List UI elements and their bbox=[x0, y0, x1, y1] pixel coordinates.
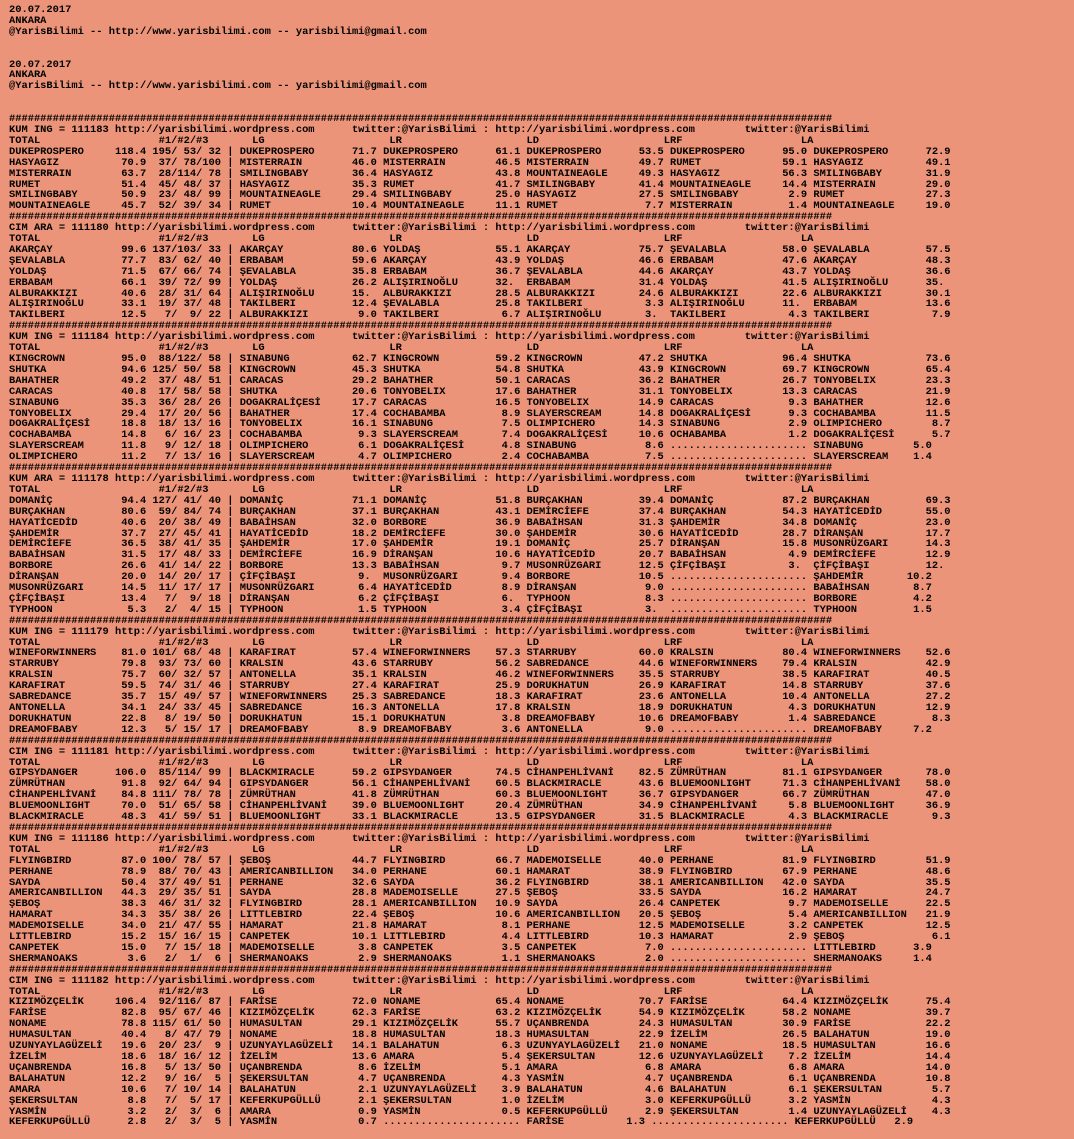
text-line: #################################################################################################################################### bbox=[9, 320, 833, 333]
text-line: KIZIMÖZÇELİK 106.4 92/116/ 87 | FARİSE 72.0 NONAME 65.4 NONAME 70.7 FARİSE 64.4 KIZIMÖZÇELİK 75.4 bbox=[9, 996, 951, 1009]
text-line: TOTAL #1/#2/#3 LG LR LD LRF LA bbox=[9, 342, 814, 355]
text-line: SINABUNG 35.3 36/ 28/ 26 | DOGAKRALİÇESİ 17.7 CARACAS 16.5 TONYOBELIX 14.9 CARACAS 9.3 BAHATHER 12.6 bbox=[9, 396, 951, 409]
text-line bbox=[9, 92, 1074, 103]
text-line: HASYAGIZ 70.9 37/ 78/100 | MISTERRAIN 46.0 MISTERRAIN 46.5 MISTERRAIN 49.7 RUMET 59.1 HASYAGIZ 49.1 bbox=[9, 156, 951, 169]
text-line: ÇİFÇİBAŞI 13.4 7/ 9/ 18 | DİRANŞAN 6.2 ÇİFÇİBAŞI 6. TYPHOON 8.3 ...................... BORBORE 4.2 bbox=[9, 592, 932, 605]
text-line: HAMARAT 34.3 35/ 38/ 26 | LITTLEBIRD 22.4 ŞEBOŞ 10.6 AMERICANBILLION 20.5 ŞEBOŞ 5.4 AMERICANBILLION 21.9 bbox=[9, 909, 951, 922]
text-line: WINEFORWINNERS 81.0 101/ 68/ 48 | KARAFIRAT 57.4 WINEFORWINNERS 57.3 STARRUBY 60.0 KRALSIN 80.4 WINEFORWINNERS 52.6 bbox=[9, 647, 951, 660]
text-line: TOTAL #1/#2/#3 LG LR LD LRF LA bbox=[9, 483, 814, 496]
text-line: TOTAL #1/#2/#3 LG LR LD LRF LA bbox=[9, 843, 814, 856]
text-line: DOGAKRALİÇESİ 18.8 18/ 13/ 16 | TONYOBELIX 16.1 SINABUNG 7.5 OLIMPICHERO 14.3 SINABUNG 2.9 OLIMPICHERO 8.7 bbox=[9, 418, 951, 431]
text-line: CIM ING = 111181 http://yarisbilimi.wordpress.com twitter:@YarisBilimi : http://yarisbilimi.wordpress.com twitter:@YarisBilimi bbox=[9, 745, 870, 758]
text-line: MISTERRAIN 63.7 28/114/ 78 | SMILINGBABY 36.4 HASYAGIZ 43.8 MOUNTAINEAGLE 49.3 HASYAGIZ 56.3 SMILINGBABY 31.9 bbox=[9, 167, 951, 180]
text-line: 20.07.2017 bbox=[9, 4, 72, 16]
text-line: NONAME 78.8 115/ 61/ 50 | HUMASULTAN 29.1 KIZIMÖZÇELİK 55.7 UÇANBRENDA 24.3 HUMASULTAN 30.9 FARİSE 22.2 bbox=[9, 1018, 951, 1031]
text-line: BABAİHSAN 31.5 17/ 48/ 33 | DEMİRCİEFE 16.9 DİRANŞAN 10.6 HAYATİCEDİD 20.7 BABAİHSAN 4.9 DEMİRCİEFE 12.9 bbox=[9, 549, 951, 562]
text-line: DREAMOFBABY 12.3 5/ 15/ 17 | DREAMOFBABY 8.9 DREAMOFBABY 3.6 ANTONELLA 9.0 ...................... DREAMOFBABY 7.2 bbox=[9, 723, 932, 736]
text-line: KUM ARA = 111178 http://yarisbilimi.wordpress.com twitter:@YarisBilimi : http://yarisbilimi.wordpress.com twitter:@YarisBilimi bbox=[9, 472, 870, 485]
text-line: OLIMPICHERO 11.2 7/ 13/ 16 | SLAYERSCREAM 4.7 OLIMPICHERO 2.4 COCHABAMBA 7.5 ...................... SLAYERSCREAM 1.4 bbox=[9, 451, 932, 464]
text-line: ŞAHDEMİR 37.7 27/ 45/ 41 | HAYATİCEDİD 18.2 DEMİRCİEFE 30.0 ŞAHDEMİR 30.6 HAYATİCEDİD 28.7 DİRANŞAN 17.7 bbox=[9, 527, 951, 540]
text-line: TOTAL #1/#2/#3 LG LR LD LRF LA bbox=[9, 756, 814, 769]
text-line: 20.07.2017 bbox=[9, 58, 72, 71]
text-line: #################################################################################################################################### bbox=[9, 113, 833, 126]
text-line: DUKEPROSPERO 118.4 195/ 53/ 32 | DUKEPROSPERO 71.7 DUKEPROSPERO 61.1 DUKEPROSPERO 53.5 DUKEPROSPERO 95.0 DUKEPROSPERO 72.9 bbox=[9, 145, 951, 158]
text-line: DORUKHATUN 22.8 8/ 19/ 50 | DORUKHATUN 15.1 DORUKHATUN 3.8 DREAMOFBABY 10.6 DREAMOFBABY 1.4 SABREDANCE 8.3 bbox=[9, 712, 951, 725]
text-line: RUMET 51.4 45/ 48/ 37 | HASYAGIZ 35.3 RUMET 41.7 SMILINGBABY 41.4 MOUNTAINEAGLE 14.4 MISTERRAIN 29.0 bbox=[9, 178, 951, 191]
text-line: DEMİRCİEFE 36.5 38/ 41/ 35 | ŞAHDEMİR 17.0 ŞAHDEMİR 19.1 DOMANİÇ 25.7 DİRANŞAN 15.8 MUSONRÜZGARI 14.3 bbox=[9, 538, 951, 551]
text-line: @YarisBilimi -- http://www.yarisbilimi.com -- yarisbilimi@gmail.com bbox=[9, 25, 427, 38]
text-line: ANKARA bbox=[9, 69, 47, 82]
text-line: TOTAL #1/#2/#3 LG LR LD LRF LA bbox=[9, 134, 814, 147]
text-line: CIM ING = 111182 http://yarisbilimi.wordpress.com twitter:@YarisBilimi : http://yarisbilimi.wordpress.com twitter:@YarisBilimi bbox=[9, 974, 870, 987]
text-line: ERBABAM 66.1 39/ 72/ 99 | YOLDAŞ 26.2 ALIŞIRINOĞLU 32. ERBABAM 31.4 YOLDAŞ 41.5 ALIŞIRINOĞLU 35. bbox=[9, 276, 945, 289]
text-line: BAHATHER 49.2 37/ 48/ 51 | CARACAS 29.2 BAHATHER 50.1 CARACAS 36.2 BAHATHER 26.7 TONYOBELIX 23.3 bbox=[9, 374, 951, 387]
text-line: KUM ING = 111184 http://yarisbilimi.wordpress.com twitter:@YarisBilimi : http://yarisbilimi.wordpress.com twitter:@YarisBilimi bbox=[9, 331, 870, 344]
text-line: CİHANPEHLİVANİ 84.8 111/ 78/ 78 | ZÜMRÜTHAN 41.8 ZÜMRÜTHAN 60.3 BLUEMOONLIGHT 36.7 GIPSYDANGER 66.7 ZÜMRÜTHAN 47.0 bbox=[9, 789, 951, 802]
text-line: BLACKMIRACLE 48.3 41/ 59/ 51 | BLUEMOONLIGHT 33.1 BLACKMIRACLE 13.5 GIPSYDANGER 31.5 BLACKMIRACLE 4.3 BLACKMIRACLE 9.3 bbox=[9, 811, 951, 824]
text-line: BURÇAKHAN 80.6 59/ 84/ 74 | BURÇAKHAN 37.1 BURÇAKHAN 43.1 DEMİRCİEFE 37.4 BURÇAKHAN 54.3 HAYATİCEDİD 55.0 bbox=[9, 505, 951, 518]
text-line: MUSONRÜZGARI 14.5 11/ 17/ 17 | MUSONRÜZGARI 6.4 HAYATİCEDİD 8.9 DİRANŞAN 9.0 ...................... BABAİHSAN 8.7 bbox=[9, 582, 932, 595]
text-line bbox=[9, 49, 1074, 60]
text-line: BALAHATUN 12.2 9/ 16/ 5 | ŞEKERSULTAN 4.7 UÇANBRENDA 4.3 YASMİN 4.7 UÇANBRENDA 6.1 UÇANBRENDA 10.8 bbox=[9, 1072, 951, 1085]
text-line: FLYINGBIRD 87.0 100/ 78/ 57 | ŞEBOŞ 44.7 FLYINGBIRD 66.7 MADEMOISELLE 40.0 PERHANE 81.9 FLYINGBIRD 51.9 bbox=[9, 854, 951, 867]
text-line: ALBURAKKIZI 40.6 28/ 31/ 64 | ALIŞIRINOĞLU 15. ALBURAKKIZI 28.5 ALBURAKKIZI 24.6 ALBURAKKIZI 22.6 ALBURAKKIZI 30.1 bbox=[9, 287, 951, 300]
text-line: KEFERKUPGÜLLÜ 2.8 2/ 3/ 5 | YASMİN 0.7 ...................... FARİSE 1.3 ...................... KEFERKUPGÜLLÜ 2.9 bbox=[9, 1116, 914, 1129]
text-line: MOUNTAINEAGLE 45.7 52/ 39/ 34 | RUMET 10.4 MOUNTAINEAGLE 11.1 RUMET 7.7 MISTERRAIN 1.4 MOUNTAINEAGLE 19.0 bbox=[9, 200, 951, 213]
text-line: UÇANBRENDA 16.8 5/ 13/ 50 | UÇANBRENDA 8.6 İZELİM 5.1 AMARA 6.8 AMARA 6.8 AMARA 14.0 bbox=[9, 1061, 951, 1074]
text-line: HAYATİCEDİD 40.6 20/ 38/ 49 | BABAİHSAN 32.0 BORBORE 36.9 BABAİHSAN 31.3 ŞAHDEMİR 34.8 DOMANİÇ 23.0 bbox=[9, 516, 951, 529]
text-line: AMARA 10.6 7/ 10/ 14 | BALAHATUN 2.1 UZUNYAYLAGÜZELİ 3.9 BALAHATUN 4.6 BALAHATUN 6.1 ŞEKERSULTAN 5.7 bbox=[9, 1083, 951, 1096]
text-line: UZUNYAYLAGÜZELİ 19.6 20/ 23/ 9 | UZUNYAYLAGÜZELİ 14.1 BALAHATUN 6.3 UZUNYAYLAGÜZELİ 21.0 NONAME 18.5 HUMASULTAN 16.6 bbox=[9, 1040, 951, 1053]
text-line: PERHANE 78.9 88/ 70/ 43 | AMERICANBILLION 34.0 PERHANE 60.1 HAMARAT 38.9 FLYINGBIRD 67.9 PERHANE 48.6 bbox=[9, 865, 951, 878]
text-line: TONYOBELIX 29.4 17/ 20/ 56 | BAHATHER 17.4 COCHABAMBA 8.9 SLAYERSCREAM 14.8 DOGAKRALİÇESİ 9.3 COCHABAMBA 11.5 bbox=[9, 407, 951, 420]
text-line: SAYDA 50.4 37/ 49/ 51 | PERHANE 32.6 SAYDA 36.2 FLYINGBIRD 38.1 AMERICANBILLION 42.0 SAYDA 35.5 bbox=[9, 876, 951, 889]
text-line: TYPHOON 5.3 2/ 4/ 15 | TYPHOON 1.5 TYPHOON 3.4 ÇİFÇİBAŞI 3. ...................... TYPHOON 1.5 bbox=[9, 603, 932, 616]
text-line: ZÜMRÜTHAN 91.8 92/ 64/ 94 | GIPSYDANGER 56.1 CİHANPEHLİVANİ 60.5 BLACKMIRACLE 43.6 BLUEMOONLIGHT 71.3 CİHANPEHLİVANİ 58.0 bbox=[9, 778, 951, 791]
text-line: STARRUBY 79.8 93/ 73/ 60 | KRALSIN 43.6 STARRUBY 56.2 SABREDANCE 44.6 WINEFORWINNERS 79.4 KRALSIN 42.9 bbox=[9, 658, 951, 671]
text-line: YOLDAŞ 71.5 67/ 66/ 74 | ŞEVALABLA 35.8 ERBABAM 36.7 ŞEVALABLA 44.6 AKARÇAY 43.7 YOLDAŞ 36.6 bbox=[9, 265, 951, 278]
text-line: #################################################################################################################################### bbox=[9, 211, 833, 224]
text-line: TOTAL #1/#2/#3 LG LR LD LRF LA bbox=[9, 233, 814, 246]
text-line: KARAFIRAT 59.5 74/ 31/ 46 | STARRUBY 27.4 KARAFIRAT 25.9 DORUKHATUN 26.9 KARAFIRAT 14.8 STARRUBY 37.6 bbox=[9, 680, 951, 693]
text-line: FARİSE 82.8 95/ 67/ 46 | KIZIMÖZÇELİK 62.3 FARİSE 63.2 KIZIMÖZÇELİK 54.9 KIZIMÖZÇELİK 58.2 NONAME 39.7 bbox=[9, 1007, 951, 1020]
text-line: TOTAL #1/#2/#3 LG LR LD LRF LA bbox=[9, 636, 814, 649]
text-line: KINGCROWN 95.0 88/122/ 58 | SINABUNG 62.7 KINGCROWN 59.2 KINGCROWN 47.2 SHUTKA 96.4 SHUTKA 73.6 bbox=[9, 353, 951, 365]
text-line: AMERICANBILLION 44.3 29/ 35/ 51 | SAYDA 28.8 MADEMOISELLE 27.5 ŞEBOŞ 33.5 SAYDA 16.2 HAMARAT 24.7 bbox=[9, 887, 951, 900]
text-line: KUM ING = 111179 http://yarisbilimi.wordpress.com twitter:@YarisBilimi : http://yarisbilimi.wordpress.com twitter:@YarisBilimi bbox=[9, 625, 870, 638]
text-line: KRALSIN 75.7 60/ 32/ 57 | ANTONELLA 35.1 KRALSIN 46.2 WINEFORWINNERS 35.5 STARRUBY 38.5 KARAFIRAT 40.5 bbox=[9, 669, 951, 682]
text-line: KUM ING = 111186 http://yarisbilimi.wordpress.com twitter:@YarisBilimi : http://yarisbilimi.wordpress.com twitter:@YarisBilimi bbox=[9, 832, 870, 845]
text-line: #################################################################################################################################### bbox=[9, 462, 833, 475]
text-line: YASMİN 3.2 2/ 3/ 6 | AMARA 0.9 YASMİN 0.5 KEFERKUPGÜLLÜ 2.9 ŞEKERSULTAN 1.4 UZUNYAYLAGÜZELİ 4.3 bbox=[9, 1105, 951, 1118]
text-line: SABREDANCE 35.7 15/ 49/ 57 | WINEFORWINNERS 25.3 SABREDANCE 18.3 KARAFIRAT 23.6 ANTONELLA 10.4 ANTONELLA 27.2 bbox=[9, 691, 951, 704]
text-line: @YarisBilimi -- http://www.yarisbilimi.com -- yarisbilimi@gmail.com bbox=[9, 80, 427, 93]
text-line: ANTONELLA 34.1 24/ 33/ 45 | SABREDANCE 16.3 ANTONELLA 17.8 KRALSIN 18.9 DORUKHATUN 4.3 DORUKHATUN 12.9 bbox=[9, 702, 951, 714]
text-line: KUM ING = 111183 http://yarisbilimi.wordpress.com twitter:@YarisBilimi : http://yarisbilimi.wordpress.com twitter:@YarisBilimi bbox=[9, 123, 870, 136]
text-line bbox=[9, 38, 1074, 49]
text-line: ANKARA bbox=[9, 14, 47, 27]
text-line: ŞEVALABLA 77.7 83/ 62/ 40 | ERBABAM 59.6 AKARÇAY 43.9 YOLDAŞ 46.6 ERBABAM 47.6 AKARÇAY 48.3 bbox=[9, 254, 951, 267]
text-line: SMILINGBABY 50.9 23/ 48/ 99 | MOUNTAINEAGLE 29.4 SMILINGBABY 25.0 HASYAGIZ 27.5 SMILINGBABY 2.9 RUMET 27.3 bbox=[9, 189, 951, 202]
text-line: CARACAS 40.8 17/ 58/ 58 | SHUTKA 20.6 TONYOBELIX 17.6 BAHATHER 31.1 TONYOBELIX 13.3 CARACAS 21.9 bbox=[9, 385, 951, 398]
text-line: COCHABAMBA 14.8 6/ 16/ 23 | COCHABAMBA 9.3 SLAYERSCREAM 7.4 DOGAKRALİÇESİ 10.6 OCHABAMBA 1.2 DOGAKRALİÇESİ 5.7 bbox=[9, 429, 951, 442]
text-line: #################################################################################################################################### bbox=[9, 963, 833, 976]
text-line: DİRANŞAN 20.0 14/ 20/ 17 | ÇİFÇİBAŞI 9. MUSONRÜZGARI 9.4 BORBORE 10.5 ...................... ŞAHDEMİR 10.2 bbox=[9, 571, 932, 584]
text-line: MADEMOISELLE 34.0 21/ 47/ 55 | HAMARAT 21.8 HAMARAT 8.1 PERHANE 12.5 MADEMOISELLE 3.2 CANPETEK 12.5 bbox=[9, 920, 951, 933]
text-line: DOMANİÇ 94.4 127/ 41/ 40 | DOMANİÇ 71.1 DOMANİÇ 51.8 BURÇAKHAN 39.4 DOMANİÇ 87.2 BURÇAKHAN 69.3 bbox=[9, 494, 951, 507]
text-line: SHUTKA 94.6 125/ 50/ 58 | KINGCROWN 45.3 SHUTKA 54.8 SHUTKA 43.9 KINGCROWN 69.7 KINGCROWN 65.4 bbox=[9, 363, 951, 376]
text-line: İZELİM 18.6 18/ 16/ 12 | İZELİM 13.6 AMARA 5.4 ŞEKERSULTAN 12.6 UZUNYAYLAGÜZELİ 7.2 İZELİM 14.4 bbox=[9, 1051, 951, 1063]
text-line: ŞEKERSULTAN 8.8 7/ 5/ 17 | KEFERKUPGÜLLÜ 2.1 ŞEKERSULTAN 1.0 İZELİM 3.0 KEFERKUPGÜLLÜ 3.2 YASMİN 4.3 bbox=[9, 1094, 951, 1107]
text-line: TOTAL #1/#2/#3 LG LR LD LRF LA bbox=[9, 985, 814, 998]
text-line: LITTLEBIRD 15.2 15/ 16/ 15 | CANPETEK 10.1 LITTLEBIRD 4.4 LITTLEBIRD 10.3 HAMARAT 2.9 ŞEBOŞ 6.1 bbox=[9, 931, 951, 944]
text-line: GIPSYDANGER 106.0 85/114/ 99 | BLACKMIRACLE 59.2 GIPSYDANGER 74.5 CİHANPEHLİVANİ 82.5 ZÜMRÜTHAN 81.1 GIPSYDANGER 78.0 bbox=[9, 767, 951, 780]
text-line: TAKILBERI 12.5 7/ 9/ 22 | ALBURAKKIZI 9.0 TAKILBERI 6.7 ALIŞIRINOĞLU 3. TAKILBERI 4.3 TAKILBERI 7.9 bbox=[9, 309, 951, 322]
text-line: CIM ARA = 111180 http://yarisbilimi.wordpress.com twitter:@YarisBilimi : http://yarisbilimi.wordpress.com twitter:@YarisBilimi bbox=[9, 222, 870, 235]
text-line: AKARÇAY 99.6 137/103/ 33 | AKARÇAY 80.6 YOLDAŞ 55.1 AKARÇAY 75.7 ŞEVALABLA 58.0 ŞEVALABLA 57.5 bbox=[9, 243, 951, 256]
text-line: #################################################################################################################################### bbox=[9, 614, 833, 627]
text-line: ŞEBOŞ 38.3 46/ 31/ 32 | FLYINGBIRD 28.1 AMERICANBILLION 10.9 SAYDA 26.4 CANPETEK 9.7 MADEMOISELLE 22.5 bbox=[9, 898, 951, 911]
text-line: CANPETEK 15.0 7/ 15/ 18 | MADEMOISELLE 3.8 CANPETEK 3.5 CANPETEK 7.0 ...................... LITTLEBIRD 3.9 bbox=[9, 941, 932, 954]
text-line: HUMASULTAN 40.4 8/ 47/ 79 | NONAME 18.8 HUMASULTAN 18.3 HUMASULTAN 22.9 İZELİM 26.5 BALAHATUN 19.0 bbox=[9, 1029, 951, 1042]
text-line: #################################################################################################################################### bbox=[9, 734, 833, 747]
text-line: ALIŞIRINOĞLU 33.1 19/ 37/ 48 | TAKILBERI 12.4 ŞEVALABLA 25.8 TAKILBERI 3.3 ALIŞIRINOĞLU 11. ERBABAM 13.6 bbox=[9, 298, 951, 311]
text-line: SLAYERSCREAM 11.8 9/ 12/ 18 | OLIMPICHERO 6.1 DOGAKRALİÇESİ 4.8 SINABUNG 8.6 ...................... SINABUNG 5.0 bbox=[9, 440, 932, 453]
text-line: SHERMANOAKS 3.6 2/ 1/ 6 | SHERMANOAKS 2.9 SHERMANOAKS 1.1 SHERMANOAKS 2.0 ...................... SHERMANOAKS 1.4 bbox=[9, 952, 932, 965]
text-line: BORBORE 26.6 41/ 14/ 22 | BORBORE 13.3 BABAİHSAN 9.7 MUSONRÜZGARI 12.5 ÇİFÇİBAŞI 3. ÇİFÇİBAŞI 12. bbox=[9, 560, 945, 573]
text-line: #################################################################################################################################### bbox=[9, 821, 833, 834]
text-line: BLUEMOONLIGHT 70.0 51/ 65/ 58 | CİHANPEHLİVANİ 39.0 BLUEMOONLIGHT 20.4 ZÜMRÜTHAN 34.9 CİHANPEHLİVANİ 5.8 BLUEMOONLIGHT 36.9 bbox=[9, 800, 951, 813]
